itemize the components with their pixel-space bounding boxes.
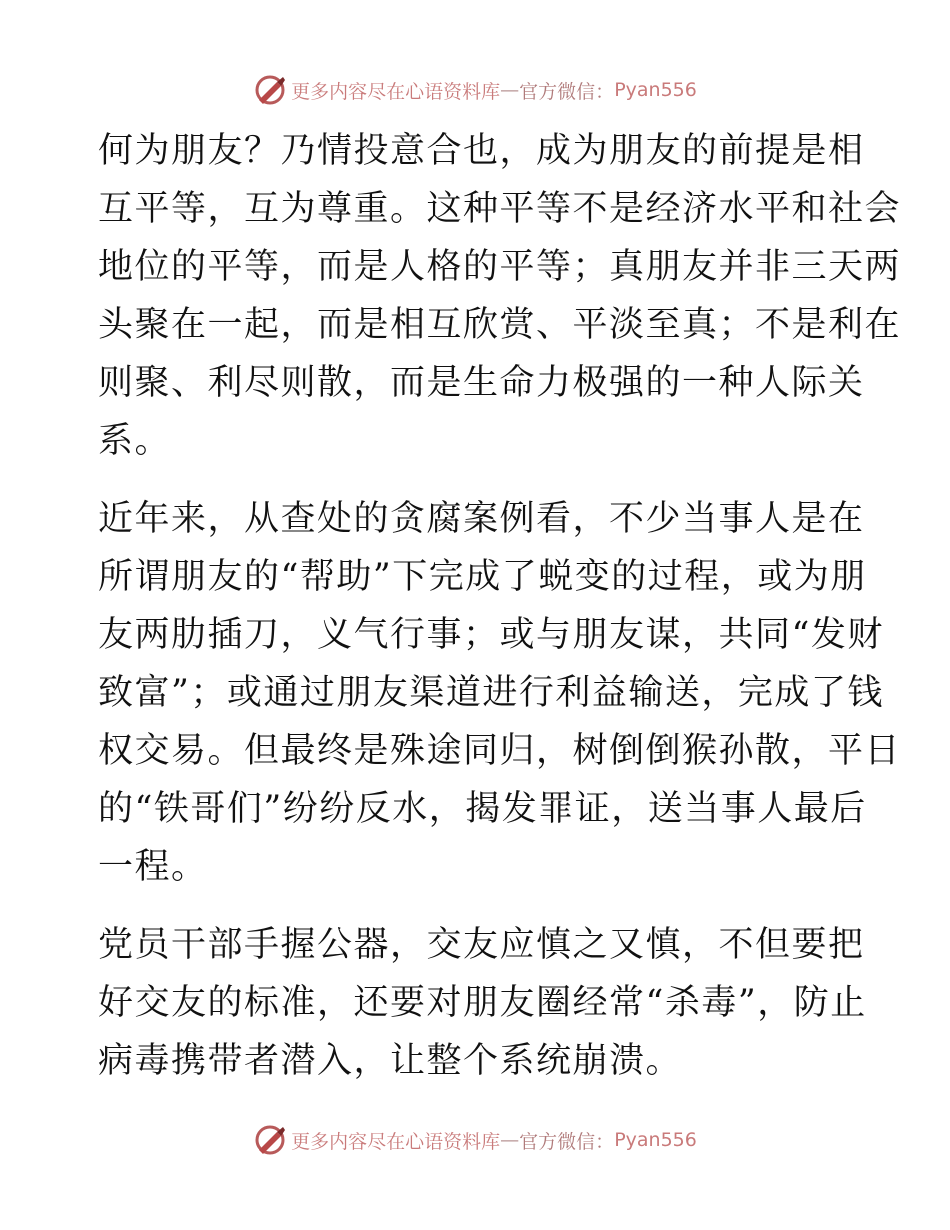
text-line: 所谓朋友的“帮助”下完成了蜕变的过程，或为朋 (98, 557, 867, 597)
text-line: 地位的平等，而是人格的平等；真朋友并非三天两 (98, 247, 902, 287)
text-line: 则聚、利尽则散，而是生命力极强的一种人际关 (98, 363, 865, 403)
watermark-text: 更多内容尽在心语资料库 (291, 1130, 501, 1153)
text-line: 好交友的标准，还要对朋友圈经常“杀毒”，防止 (98, 983, 867, 1023)
text-line: 友两肋插刀，义气行事；或与朋友谋，共同“发财 (98, 615, 884, 655)
text-line: 近年来，从查处的贪腐案例看，不少当事人是在 (98, 499, 865, 539)
paragraph (98, 490, 902, 896)
paragraph (98, 122, 902, 470)
document-body (98, 122, 902, 1110)
watermark-separator: — (500, 1129, 520, 1151)
text-line: 互平等，互为尊重。这种平等不是经济水平和社会 (98, 189, 902, 229)
pen-nib-circle-icon (253, 1123, 287, 1157)
text-line: 致富”；或通过朋友渠道进行利益输送，完成了钱 (98, 673, 884, 713)
text-line: 党员干部手握公器，交友应慎之又慎，不但要把 (98, 925, 865, 965)
text-line: 头聚在一起，而是相互欣赏、平淡至真；不是利在 (98, 305, 902, 345)
text-line: 的“铁哥们”纷纷反水，揭发罪证，送当事人最后 (98, 789, 867, 829)
watermark-code: Pyan556 (614, 79, 697, 101)
watermark-sub: 官方微信： (519, 1130, 615, 1153)
text-line: 权交易。但最终是殊途同归，树倒倒猴孙散，平日 (98, 731, 902, 771)
text-line: 一程。 (98, 847, 208, 887)
watermark-sub: 官方微信： (519, 80, 615, 103)
pen-nib-circle-icon (253, 73, 287, 107)
text-line: 何为朋友？乃情投意合也，成为朋友的前提是相 (98, 131, 865, 171)
header-watermark (0, 72, 950, 108)
watermark-code: Pyan556 (614, 1129, 697, 1151)
text-line: 系。 (98, 421, 172, 461)
paragraph (98, 916, 867, 1090)
text-line: 病毒携带者潜入，让整个系统崩溃。 (98, 1041, 683, 1081)
watermark-text: 更多内容尽在心语资料库 (291, 80, 501, 103)
footer-watermark (0, 1122, 950, 1158)
watermark-separator: — (500, 79, 520, 101)
